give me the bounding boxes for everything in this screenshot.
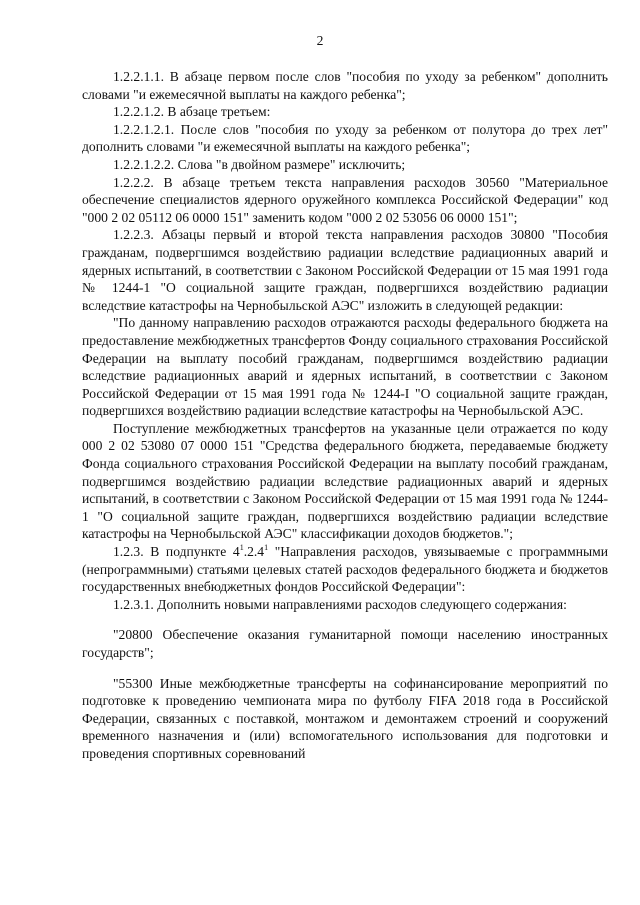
paragraph-1-2-2-1-2-1: 1.2.2.1.2.1. После слов "пособия по уходу за ребенком от полутора до трех лет" дополнить словами "и ежемесячной выплаты на каждого ребенка"; <box>82 121 608 155</box>
paragraph-1-2-2-3: 1.2.2.3. Абзацы первый и второй текста направления расходов 30800 "Пособия гражданам, подвергшимся воздействию радиации вследствие радиационных аварий и ядерных испытаний, в соответствии с Законом Российской Федерации от 15 мая 1991 года № 1244-1 "О социальной защите граждан, подвергшихся воздействию радиации вследствие катастрофы на Чернобыльской АЭС" изложить в следующей редакции: <box>82 227 608 313</box>
page-number: 2 <box>316 33 324 48</box>
paragraph-1-2-2-1-2-2: 1.2.2.1.2.2. Слова "в двойном размере" исключить; <box>113 156 406 172</box>
quoted-paragraph-30800-first: "По данному направлению расходов отражаются расходы федерального бюджета на предоставление межбюджетных трансфертов Фонду социального страхования Российской Федерации на выплату пособий гражданам, подвергшимся воздействию радиации вследствие радиационных аварий и ядерных испытаний, в соответствии с Законом Российской Федерации от 15 мая 1991 года № 1244-I "О социальной защите граждан, подвергшихся воздействию радиации вследствие катастрофы на Чернобыльской АЭС. <box>82 315 608 419</box>
paragraph-1-2-3-1: 1.2.3.1. Дополнить новыми направлениями расходов следующего содержания: <box>113 596 567 612</box>
quoted-paragraph-30800-second: Поступление межбюджетных трансфертов на указанные цели отражается по коду 000 2 02 53080 07 0000 151 "Средства федерального бюджета, передаваемые бюджету Фонда социального страхования Российской Федерации на выплату пособий гражданам, подвергшимся воздействию радиации вследствие радиационных аварий и ядерных испытаний, в соответствии с Законом Российской Федерации от 15 мая 1991 года № 1244-1 "О социальной защите граждан, подвергшихся воздействию радиации вследствие катастрофы на Чернобыльской АЭС" классификации доходов бюджетов."; <box>82 420 608 542</box>
expense-direction-55300: "55300 Иные межбюджетные трансферты на софинансирование мероприятий по подготовке к проведению чемпионата мира по футболу FIFA 2018 года в Российской Федерации, связанных с поставкой, монтажом и демонтажем строений и сооружений временного назначения и (или) вспомогательного использования для подготовки и проведения спортивных соревнований <box>82 675 608 761</box>
document-body <box>82 68 608 763</box>
paragraph-1-2-3-after: "Направления расходов, увязываемые с программными (непрограммными) статьями целевых статей расходов федерального бюджета и бюджетов государственных внебюджетных фондов Российской Федерации": <box>82 544 608 595</box>
paragraph-1-2-2-1-1: 1.2.2.1.1. В абзаце первом после слов "пособия по уходу за ребенком" дополнить словами "и ежемесячной выплаты на каждого ребенка"; <box>82 69 608 102</box>
superscript-2: 1 <box>264 543 269 553</box>
expense-direction-20800: "20800 Обеспечение оказания гуманитарной помощи населению иностранных государств"; <box>82 627 608 660</box>
paragraph-1-2-3 <box>82 543 608 596</box>
paragraph-1-2-3-before: 1.2.3. В подпункте 4 <box>113 544 240 560</box>
paragraph-1-2-2-2: 1.2.2.2. В абзаце третьем текста направления расходов 30560 "Материальное обеспечение специалистов ядерного оружейного комплекса Российской Федерации" код "000 2 02 05112 06 0000 151" заменить кодом "000 2 02 53056 06 0000 151"; <box>82 174 608 225</box>
paragraph-1-2-2-1-2: 1.2.2.1.2. В абзаце третьем: <box>113 104 271 120</box>
paragraph-1-2-3-middle: .2.4 <box>243 544 265 560</box>
superscript-1: 1 <box>239 543 244 553</box>
